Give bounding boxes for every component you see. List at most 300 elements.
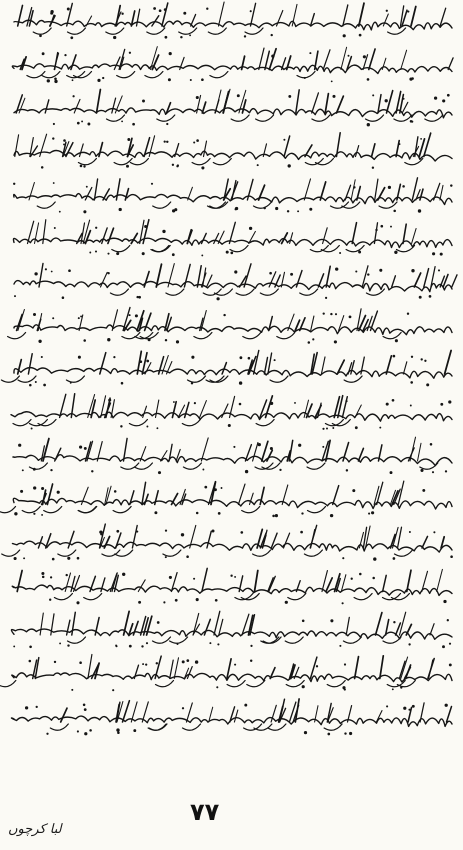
script-dot bbox=[411, 269, 414, 272]
script-dot bbox=[196, 598, 199, 601]
script-dot bbox=[263, 207, 265, 209]
script-dot bbox=[14, 557, 17, 560]
script-dot bbox=[412, 705, 415, 708]
script-line bbox=[12, 673, 452, 682]
script-stroke bbox=[131, 702, 137, 722]
script-dot bbox=[33, 486, 36, 489]
script-stroke bbox=[40, 613, 43, 635]
script-dot bbox=[330, 514, 333, 517]
script-tail bbox=[54, 594, 72, 600]
script-dot bbox=[379, 269, 382, 272]
script-stroke bbox=[369, 49, 375, 70]
script-tail bbox=[134, 463, 152, 469]
script-tail bbox=[321, 246, 339, 252]
script-dot bbox=[52, 137, 54, 139]
script-dot bbox=[42, 576, 45, 579]
script-dot bbox=[67, 557, 70, 560]
script-dot bbox=[216, 297, 219, 300]
script-stroke bbox=[440, 185, 443, 200]
script-dot bbox=[151, 183, 153, 185]
script-tail bbox=[425, 115, 443, 121]
script-dot bbox=[146, 642, 148, 644]
script-dot bbox=[89, 252, 91, 254]
script-dot bbox=[127, 138, 130, 141]
script-tail bbox=[37, 202, 55, 208]
script-stroke bbox=[333, 486, 339, 505]
script-dot bbox=[434, 96, 437, 99]
script-tail bbox=[366, 115, 384, 121]
script-dot bbox=[67, 8, 70, 11]
script-dot bbox=[77, 557, 80, 560]
script-tail bbox=[213, 159, 231, 165]
script-tail bbox=[247, 681, 265, 687]
script-dot bbox=[447, 619, 449, 621]
script-dot bbox=[136, 296, 138, 298]
script-tail bbox=[208, 28, 226, 34]
script-stroke bbox=[71, 55, 76, 70]
script-dot bbox=[133, 729, 136, 732]
script-dot bbox=[59, 211, 61, 213]
script-dot bbox=[45, 268, 47, 270]
script-dot bbox=[288, 164, 291, 167]
script-dot bbox=[335, 313, 337, 315]
script-stroke bbox=[290, 233, 293, 244]
script-dot bbox=[343, 34, 346, 37]
script-dot bbox=[309, 208, 312, 211]
script-dot bbox=[275, 207, 278, 210]
script-dot bbox=[166, 123, 168, 125]
script-stroke bbox=[88, 655, 92, 679]
script-dot bbox=[51, 271, 53, 273]
script-stroke bbox=[142, 702, 148, 722]
script-dot bbox=[165, 36, 168, 39]
script-dot bbox=[100, 533, 102, 535]
script-dot bbox=[386, 10, 388, 12]
script-dot bbox=[304, 77, 306, 79]
script-stroke bbox=[326, 266, 330, 287]
script-stroke bbox=[39, 264, 43, 288]
script-dot bbox=[410, 381, 413, 384]
script-dot bbox=[408, 643, 410, 645]
script-dot bbox=[433, 531, 435, 533]
script-dot bbox=[408, 709, 410, 711]
script-dot bbox=[448, 400, 451, 403]
script-stroke bbox=[17, 571, 22, 592]
script-dot bbox=[142, 100, 145, 103]
script-dot bbox=[97, 79, 100, 82]
script-tail bbox=[8, 333, 26, 339]
script-dot bbox=[142, 252, 145, 255]
script-dot bbox=[379, 427, 381, 429]
script-dot bbox=[14, 512, 17, 515]
script-dot bbox=[380, 225, 383, 228]
script-tail bbox=[113, 507, 131, 513]
script-stroke bbox=[411, 7, 416, 27]
script-dot bbox=[126, 165, 129, 168]
script-stroke bbox=[244, 264, 251, 287]
script-dot bbox=[41, 514, 43, 516]
script-tail bbox=[343, 637, 361, 643]
script-dot bbox=[174, 208, 177, 211]
script-dot bbox=[244, 704, 247, 707]
script-stroke bbox=[103, 189, 109, 200]
script-dot bbox=[22, 469, 24, 471]
script-dot bbox=[116, 728, 119, 731]
script-dot bbox=[418, 209, 421, 212]
script-stroke bbox=[133, 621, 138, 635]
script-dot bbox=[287, 210, 289, 212]
script-dot bbox=[332, 427, 334, 429]
script-tail bbox=[214, 289, 232, 295]
script-tail bbox=[208, 202, 226, 208]
script-stroke bbox=[375, 179, 378, 200]
script-dot bbox=[443, 600, 446, 603]
script-dot bbox=[193, 141, 195, 143]
script-stroke bbox=[170, 660, 174, 678]
script-dot bbox=[132, 123, 135, 126]
script-dot bbox=[223, 314, 225, 316]
script-dot bbox=[393, 621, 395, 623]
script-dot bbox=[144, 225, 147, 228]
script-dot bbox=[450, 184, 452, 186]
script-stroke bbox=[204, 141, 207, 156]
script-dot bbox=[180, 36, 182, 38]
script-stroke bbox=[202, 568, 207, 591]
script-stroke bbox=[111, 400, 114, 418]
script-dot bbox=[250, 10, 252, 12]
script-dot bbox=[202, 469, 204, 471]
script-stroke bbox=[424, 133, 431, 156]
script-stroke bbox=[97, 90, 101, 114]
script-tail bbox=[304, 550, 322, 556]
script-stroke bbox=[234, 710, 237, 722]
script-dot bbox=[165, 339, 167, 341]
script-stroke bbox=[105, 403, 111, 417]
script-dot bbox=[196, 512, 199, 515]
script-dot bbox=[129, 52, 131, 54]
script-dot bbox=[393, 210, 396, 213]
script-tail bbox=[245, 28, 263, 34]
script-dot bbox=[355, 426, 358, 429]
script-tail bbox=[260, 289, 278, 295]
script-stroke bbox=[191, 15, 196, 27]
script-dot bbox=[158, 471, 161, 474]
script-tail bbox=[29, 463, 47, 469]
script-tail bbox=[58, 550, 76, 556]
script-tail bbox=[312, 115, 330, 121]
script-tail bbox=[254, 202, 272, 208]
script-stroke bbox=[355, 657, 359, 679]
script-stroke bbox=[215, 90, 221, 113]
script-dot bbox=[80, 315, 82, 317]
script-stroke bbox=[407, 570, 411, 591]
script-dot bbox=[449, 663, 452, 666]
script-tail bbox=[383, 594, 401, 600]
script-dot bbox=[77, 122, 80, 125]
script-line bbox=[11, 412, 452, 421]
script-dot bbox=[129, 645, 132, 648]
script-stroke bbox=[282, 58, 286, 70]
script-dot bbox=[113, 36, 116, 39]
script-dot bbox=[206, 8, 208, 10]
script-dot bbox=[420, 469, 423, 472]
script-dot bbox=[424, 360, 426, 362]
script-dot bbox=[102, 77, 104, 79]
script-tail bbox=[244, 724, 262, 730]
script-dot bbox=[173, 401, 175, 403]
script-dot bbox=[390, 471, 393, 474]
script-tail bbox=[379, 202, 397, 208]
script-stroke bbox=[17, 314, 23, 330]
script-dot bbox=[421, 358, 423, 360]
script-dot bbox=[239, 356, 242, 359]
script-stroke bbox=[452, 275, 457, 287]
catchword: لبا کرچوں bbox=[8, 822, 62, 837]
script-dot bbox=[52, 558, 55, 561]
script-dot bbox=[270, 402, 273, 405]
script-dot bbox=[89, 729, 92, 732]
script-tail bbox=[182, 420, 200, 426]
script-dot bbox=[331, 81, 333, 83]
script-tail bbox=[210, 72, 228, 78]
script-dot bbox=[84, 708, 87, 711]
script-stroke bbox=[346, 617, 349, 635]
script-dot bbox=[402, 185, 405, 188]
script-tail bbox=[2, 550, 20, 556]
script-dot bbox=[129, 314, 131, 316]
script-dot bbox=[349, 316, 352, 319]
script-line bbox=[12, 64, 452, 74]
script-dot bbox=[351, 578, 353, 580]
script-dot bbox=[239, 381, 242, 384]
script-dot bbox=[41, 572, 44, 575]
script-dot bbox=[47, 79, 50, 82]
script-dot bbox=[196, 139, 199, 142]
script-dot bbox=[393, 557, 396, 560]
script-dot bbox=[445, 704, 448, 707]
script-dot bbox=[349, 732, 352, 735]
script-dot bbox=[309, 52, 311, 54]
script-stroke bbox=[445, 351, 452, 375]
script-dot bbox=[35, 381, 37, 383]
script-dot bbox=[334, 340, 337, 343]
script-dot bbox=[50, 469, 52, 471]
script-dot bbox=[107, 272, 109, 274]
script-dot bbox=[288, 95, 291, 98]
script-dot bbox=[116, 252, 119, 255]
script-dot bbox=[212, 530, 215, 533]
script-tail bbox=[0, 507, 16, 513]
script-dot bbox=[115, 644, 117, 646]
script-dot bbox=[215, 599, 218, 602]
script-dot bbox=[294, 402, 296, 404]
script-dot bbox=[80, 165, 83, 168]
script-dot bbox=[70, 382, 72, 384]
script-dot bbox=[230, 252, 233, 255]
script-dot bbox=[248, 357, 251, 360]
script-stroke bbox=[197, 266, 201, 287]
script-dot bbox=[163, 601, 165, 603]
script-dot bbox=[62, 296, 65, 299]
script-stroke bbox=[222, 404, 228, 418]
script-dot bbox=[166, 141, 168, 143]
script-stroke bbox=[267, 450, 272, 461]
script-dot bbox=[122, 573, 125, 576]
script-tail bbox=[277, 333, 295, 339]
script-dot bbox=[165, 530, 167, 532]
script-dot bbox=[91, 470, 93, 472]
script-stroke bbox=[372, 144, 375, 157]
script-dot bbox=[72, 95, 74, 97]
script-stroke bbox=[264, 358, 267, 375]
script-dot bbox=[316, 665, 318, 667]
script-dot bbox=[182, 660, 185, 663]
script-dot bbox=[29, 660, 32, 663]
script-dot bbox=[214, 488, 217, 491]
script-dot bbox=[87, 123, 90, 126]
script-dot bbox=[107, 338, 110, 341]
script-dot bbox=[68, 269, 71, 272]
script-stroke bbox=[174, 658, 178, 679]
script-dot bbox=[201, 166, 204, 169]
script-stroke bbox=[204, 619, 210, 635]
script-dot bbox=[301, 512, 303, 514]
script-stroke bbox=[430, 624, 434, 635]
script-stroke bbox=[100, 524, 106, 548]
script-line bbox=[14, 20, 452, 30]
script-tail bbox=[236, 289, 254, 295]
script-dot bbox=[33, 313, 36, 316]
script-stroke bbox=[277, 11, 283, 27]
script-dot bbox=[164, 140, 166, 142]
script-stroke bbox=[145, 494, 149, 504]
script-tail bbox=[22, 507, 40, 513]
script-dot bbox=[42, 52, 45, 55]
script-dot bbox=[290, 273, 293, 276]
script-dot bbox=[400, 686, 402, 688]
script-stroke bbox=[45, 100, 49, 113]
script-dot bbox=[230, 575, 232, 577]
script-dot bbox=[59, 642, 61, 644]
script-dot bbox=[66, 574, 68, 576]
script-tail bbox=[308, 507, 326, 513]
script-tail bbox=[29, 420, 47, 426]
script-stroke bbox=[68, 531, 74, 548]
script-line bbox=[12, 585, 452, 595]
script-dot bbox=[138, 601, 141, 604]
script-tail bbox=[84, 594, 102, 600]
script-tail bbox=[305, 159, 323, 165]
script-dot bbox=[53, 123, 55, 125]
script-dot bbox=[353, 186, 355, 188]
script-dot bbox=[422, 489, 425, 492]
script-tail bbox=[112, 246, 130, 252]
script-dot bbox=[403, 98, 405, 100]
script-dot bbox=[38, 340, 41, 343]
script-dot bbox=[120, 425, 122, 427]
script-tail bbox=[242, 507, 260, 513]
script-dot bbox=[53, 182, 55, 184]
script-stroke bbox=[140, 447, 146, 461]
script-tail bbox=[231, 115, 249, 121]
script-dot bbox=[233, 446, 235, 448]
script-stroke bbox=[72, 612, 76, 635]
script-dot bbox=[447, 94, 450, 97]
script-dot bbox=[159, 9, 162, 12]
script-tail bbox=[342, 202, 360, 208]
script-dot bbox=[411, 356, 413, 358]
script-dot bbox=[57, 491, 60, 494]
script-stroke bbox=[398, 527, 402, 548]
script-dot bbox=[145, 663, 147, 665]
script-dot bbox=[270, 447, 273, 450]
script-tail bbox=[0, 681, 16, 687]
script-dot bbox=[394, 251, 397, 254]
script-dot bbox=[300, 531, 303, 534]
script-tail bbox=[243, 333, 261, 339]
script-dot bbox=[449, 643, 451, 645]
script-dot bbox=[312, 338, 314, 340]
script-dot bbox=[386, 705, 388, 707]
script-dot bbox=[49, 599, 51, 601]
script-dot bbox=[342, 602, 344, 604]
script-stroke bbox=[104, 537, 109, 549]
script-dot bbox=[79, 661, 82, 664]
script-dot bbox=[245, 470, 248, 473]
script-dot bbox=[121, 382, 124, 385]
script-dot bbox=[234, 576, 236, 578]
script-tail bbox=[183, 724, 201, 730]
script-stroke bbox=[155, 491, 159, 505]
script-tail bbox=[354, 594, 372, 600]
script-stroke bbox=[310, 657, 317, 678]
script-dot bbox=[165, 556, 167, 558]
script-stroke bbox=[229, 222, 235, 243]
script-stroke bbox=[67, 3, 73, 26]
script-stroke bbox=[305, 145, 312, 157]
script-dot bbox=[330, 313, 332, 315]
script-dot bbox=[355, 270, 357, 272]
script-dot bbox=[64, 54, 66, 56]
script-stroke bbox=[418, 443, 422, 461]
script-dot bbox=[429, 295, 432, 298]
script-stroke bbox=[359, 3, 364, 26]
script-dot bbox=[154, 511, 157, 514]
script-dot bbox=[271, 34, 273, 36]
script-dot bbox=[182, 707, 184, 709]
script-stroke bbox=[284, 533, 290, 548]
script-dot bbox=[442, 99, 445, 102]
script-dot bbox=[275, 514, 278, 517]
script-dot bbox=[20, 490, 23, 493]
script-tail bbox=[13, 420, 31, 426]
script-dot bbox=[41, 356, 43, 358]
script-dot bbox=[390, 226, 392, 228]
script-dot bbox=[325, 297, 327, 299]
script-dot bbox=[31, 427, 33, 429]
script-dot bbox=[407, 313, 409, 315]
script-stroke bbox=[371, 311, 378, 330]
script-stroke bbox=[253, 443, 258, 461]
script-stroke bbox=[396, 141, 399, 157]
script-stroke bbox=[242, 100, 245, 113]
script-dot bbox=[322, 428, 324, 430]
script-dot bbox=[269, 272, 272, 275]
script-dot bbox=[33, 513, 35, 515]
script-stroke bbox=[29, 183, 34, 201]
script-dot bbox=[153, 7, 156, 10]
script-dot bbox=[84, 447, 87, 450]
